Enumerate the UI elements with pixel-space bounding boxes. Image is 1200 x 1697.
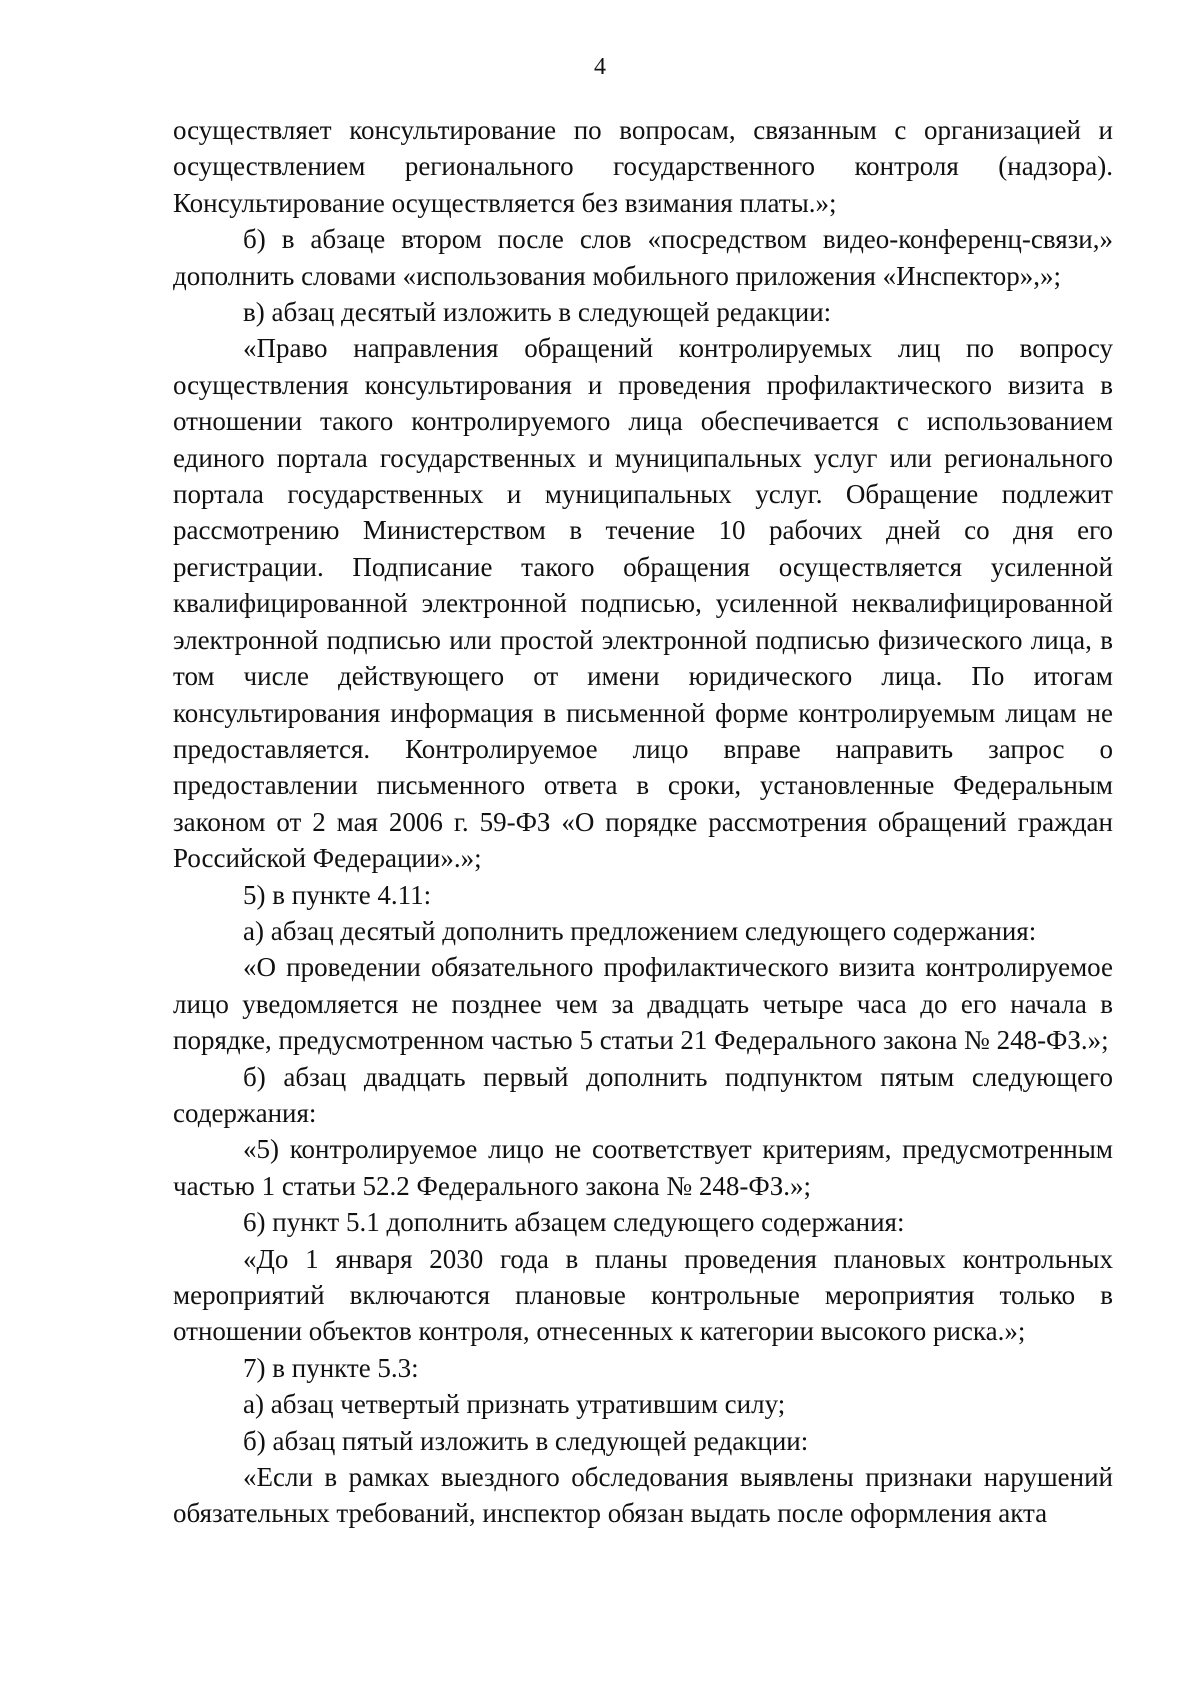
paragraph: «До 1 января 2030 года в планы проведения плановых контрольных мероприятий включаются плановые контрольные мероприятия только в отношении объектов контроля, отнесенных к категории высокого риска.»; [173,1243,1113,1347]
paragraph: «5) контролируемое лицо не соответствует критериям, предусмотренным частью 1 статьи 52.2 Федерального закона № 248-ФЗ.»; [173,1134,1113,1201]
paragraph: «О проведении обязательного профилактического визита контролируемое лицо уведомляется не позднее чем за двадцать четыре часа до его начала в порядке, предусмотренном частью 5 статьи 21 Федерального закона № 248-ФЗ.»; [173,952,1113,1056]
document-body [173,112,1113,1532]
paragraph: а) абзац десятый дополнить предложением следующего содержания: [243,915,1037,946]
page-number: 4 [594,54,606,80]
paragraph: б) абзац двадцать первый дополнить подпунктом пятым следующего содержания: [173,1061,1113,1128]
paragraph: 5) в пункте 4.11: [243,879,432,910]
paragraph: 6) пункт 5.1 дополнить абзацем следующего содержания: [243,1207,905,1238]
paragraph: «Право направления обращений контролируемых лиц по вопросу осуществления консультирования и проведения профилактического визита в отношении такого контролируемого лица обеспечивается с использованием единого портала государственных и муниципальных услуг или регионального портала государственных и муниципальных услуг. Обращение подлежит рассмотрению Министерством в течение 10 рабочих дней со дня его регистрации. Подписание такого обращения осуществляется усиленной квалифицированной электронной подписью, усиленной неквалифицированной электронной подписью или простой электронной подписью физического лица, в том числе действующего от имени юридического лица. По итогам консультирования информация в письменной форме контролируемым лицам не предоставляется. Контролируемое лицо вправе направить запрос о предоставлении письменного ответа в сроки, установленные Федеральным законом от 2 мая 2006 г. 59-ФЗ «О порядке рассмотрения обращений граждан Российской Федерации».»; [173,333,1113,874]
paragraph: в) абзац десятый изложить в следующей редакции: [243,297,832,328]
paragraph: б) в абзаце втором после слов «посредством видео-конференц-связи,» дополнить словами «использования мобильного приложения «Инспектор»,»; [173,224,1113,291]
paragraph: «Если в рамках выездного обследования выявлены признаки нарушений обязательных требований, инспектор обязан выдать после оформления акта [173,1462,1113,1529]
paragraph: а) абзац четвертый признать утратившим силу; [243,1389,786,1420]
paragraph: 7) в пункте 5.3: [243,1352,419,1383]
paragraph: б) абзац пятый изложить в следующей редакции: [243,1425,809,1456]
paragraph: осуществляет консультирование по вопросам, связанным с организацией и осуществлением регионального государственного контроля (надзора). Консультирование осуществляется без взимания платы.»; [173,115,1113,218]
